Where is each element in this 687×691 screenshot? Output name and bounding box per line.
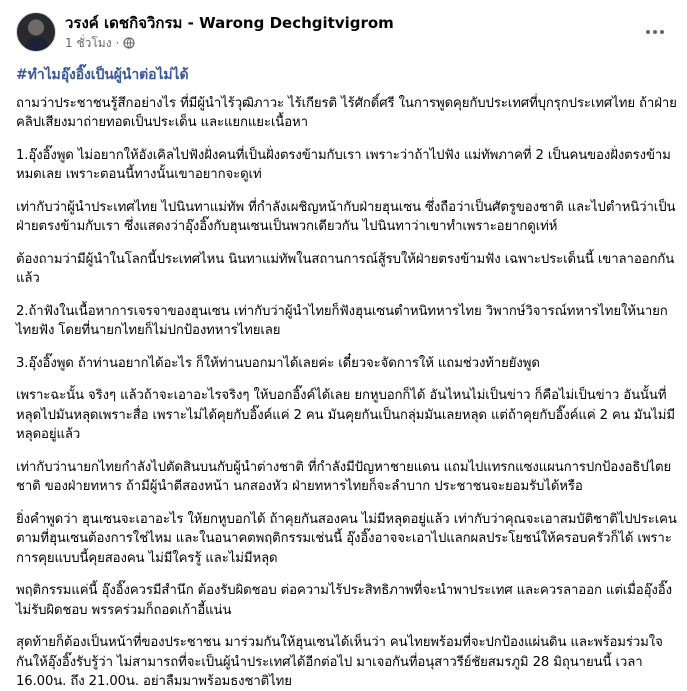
post-content [16, 66, 678, 691]
post-paragraphs [16, 94, 678, 691]
hashtag-link[interactable]: #ทำไมอุ๊งอิ๊งเป็นผู้นำต่อไม่ได้ [16, 67, 189, 83]
post-paragraph: 3.อุ๊งอิ๊งพูด ถ้าท่านอยากได้อะไร ก็ให้ท่านบอกมาได้เลยค่ะ เดี๋ยวจะจัดการให้ แถมช่วงท้ายยังพูด [16, 355, 540, 371]
post-paragraph: เท่ากับว่าผู้นำประเทศไทย ไปนินทาแม่ทัพ ที่กำลังเผชิญหน้ากับฝ่ายฮุนเซน ซึ่งถือว่าเป็นศัตรูของชาติ และไปตำหนิว่าเป็นฝ่ายตรงข้ามกับเรา ซึ่งแสดงว่าอุ๊งอิ๊งกับฮุนเซนเป็นพวกเดียวกัน ไปนินทาว่าเขาทำเพราะอยากดูเท่ห์ [16, 199, 676, 234]
post-timestamp[interactable]: 1 ชั่วโมง [65, 35, 112, 50]
post-paragraph: 2.ถ้าฟังในเนื้อหาการเจรจาของฮุนเซน เท่ากับว่าผู้นำไทยก็ฟังฮุนเซนตำหนิทหารไทย วิพากษ์วิจารณ์ทหารไทยให้นายกไทยฟัง โดยที่นายกไทยก็ไม่ปกป้องทหารไทยเลย [16, 303, 668, 338]
post-paragraph: พฤติกรรมแค่นี้ อุ๊งอิ๊งควรมีสำนึก ต้องรับผิดชอบ ต่อความไร้ประสิทธิภาพที่จะนำพาประเทศ และควรลาออก แต่เมื่ออุ๊งอิ๊งไม่รับผิดชอบ พรรคร่วมก็ถอดเก้าอี้แน่น [16, 583, 672, 618]
separator-dot: · [115, 35, 120, 50]
more-options-button[interactable] [645, 22, 665, 42]
author-name[interactable]: วรงค์ เดชกิจวิกรม - Warong Dechgitvigrom [65, 13, 394, 32]
post-paragraph: สุดท้ายก็ต้องเป็นหน้าที่ของประชาชน มาร่วมกันให้ฮุนเซนได้เห็นว่า คนไทยพร้อมที่จะปกป้องแผ่นดิน และพร้อมร่วมใจกันให้อุ๊งอิ๊งรับรู้ว่า ไม่สามารถที่จะเป็นผู้นำประเทศได้อีกต่อไป มาเจอกันที่อนุสาวรีย์ชัยสมรภูมิ 28 มิถุนายนนี้ เวลา 16.00น. ถึง 21.00น. อย่าลืมมาพร้อมธงชาติไทย [16, 635, 663, 689]
post-paragraph: ถามว่าประชาชนรู้สึกอย่างไร ที่มีผู้นำไร้วุฒิภาวะ ไร้เกียรติ ไร้ศักดิ์ศรี ในการพูดคุยกับประเทศที่บุกรุกประเทศไทย ถ้าฝ่ายคลิปเสียงมาถ่ายทอดเป็นประเด็น และแยกแยะเนื้อหา [16, 95, 677, 130]
post-paragraph: ต้องถามว่ามีผู้นำในโลกนี้ประเทศไหน นินทาแม่ทัพในสถานการณ์สู้รบให้ฝ่ายตรงข้ามฟัง เฉพาะประเด็นนี้ เขาลาออกกันแล้ว [16, 251, 675, 286]
globe-icon [123, 37, 135, 49]
post-paragraph: ยิ่งคำพูดว่า ฮุนเซนจะเอาอะไร ให้ยกหูบอกได้ ถ้าคุยกันสองคน ไม่มีหลุดอยู่แล้ว เท่ากับว่าคุณจะเอาสมบัติชาติไปประเคน ตามที่ฮุนเซนต้องการใช่ไหม และในอนาคตพฤติกรรมเช่นนี้ อุ๊งอิ๊งอาจจะเอาไปแลกผลประโยชน์ให้ครอบครัวก็ได้ เพราะการคุยแบบนี้คุยสองคน ไม่มีใครรู้ และไม่มีหลุด [16, 511, 677, 566]
post-paragraph: เท่ากับว่านายกไทยกำลังไปตัดสินบนกับผู้นำต่างชาติ ที่กำลังมีปัญหาชายแดน แถมไปแทรกแซงแผนการปกป้องอธิปไตยชาติ ของฝ่ายทหาร ถ้ามีผู้นำตีสองหน้า นกสองหัว ฝ่ายทหารไทยก็จะลำบาก ประชาชนจะยอมรับได้หรือ [16, 459, 672, 494]
post-paragraph: 1.อุ๊งอิ๊งพูด ไม่อยากให้อังเคิลไปฟังฝั่งคนที่เป็นฝั่งตรงข้ามกับเรา เพราะว่าถ้าไปฟัง แม่ทัพภาคที่ 2 เป็นคนของฝั่งตรงข้ามหมดเลย เพราะตอนนี้ทางนั้นเขาอยากจะดูเท่ [16, 147, 671, 182]
more-icon [646, 30, 664, 34]
post-meta [65, 14, 394, 51]
post-subline [65, 35, 394, 51]
post-paragraph: เพราะฉะนั้น จริงๆ แล้วถ้าจะเอาอะไรจริงๆ ให้บอกอิ๊งค์ได้เลย ยกหูบอกก็ได้ อันไหนไม่เป็นข่าว ก็คือไม่เป็นข่าว อันนั้นที่หลุดไปมันหลุดเพราะสื่อ เพราะไม่ได้คุยกับอิ๊งค์แค่ 2 คน มันคุยกันเป็นกลุ่มมันเลยหลุด แต่ถ้าคุยกับอิ๊งค์แค่ 2 คน มันไม่มีหลุดอยู่แล้ว [16, 388, 675, 442]
post-header [16, 12, 394, 52]
avatar[interactable] [16, 12, 56, 52]
